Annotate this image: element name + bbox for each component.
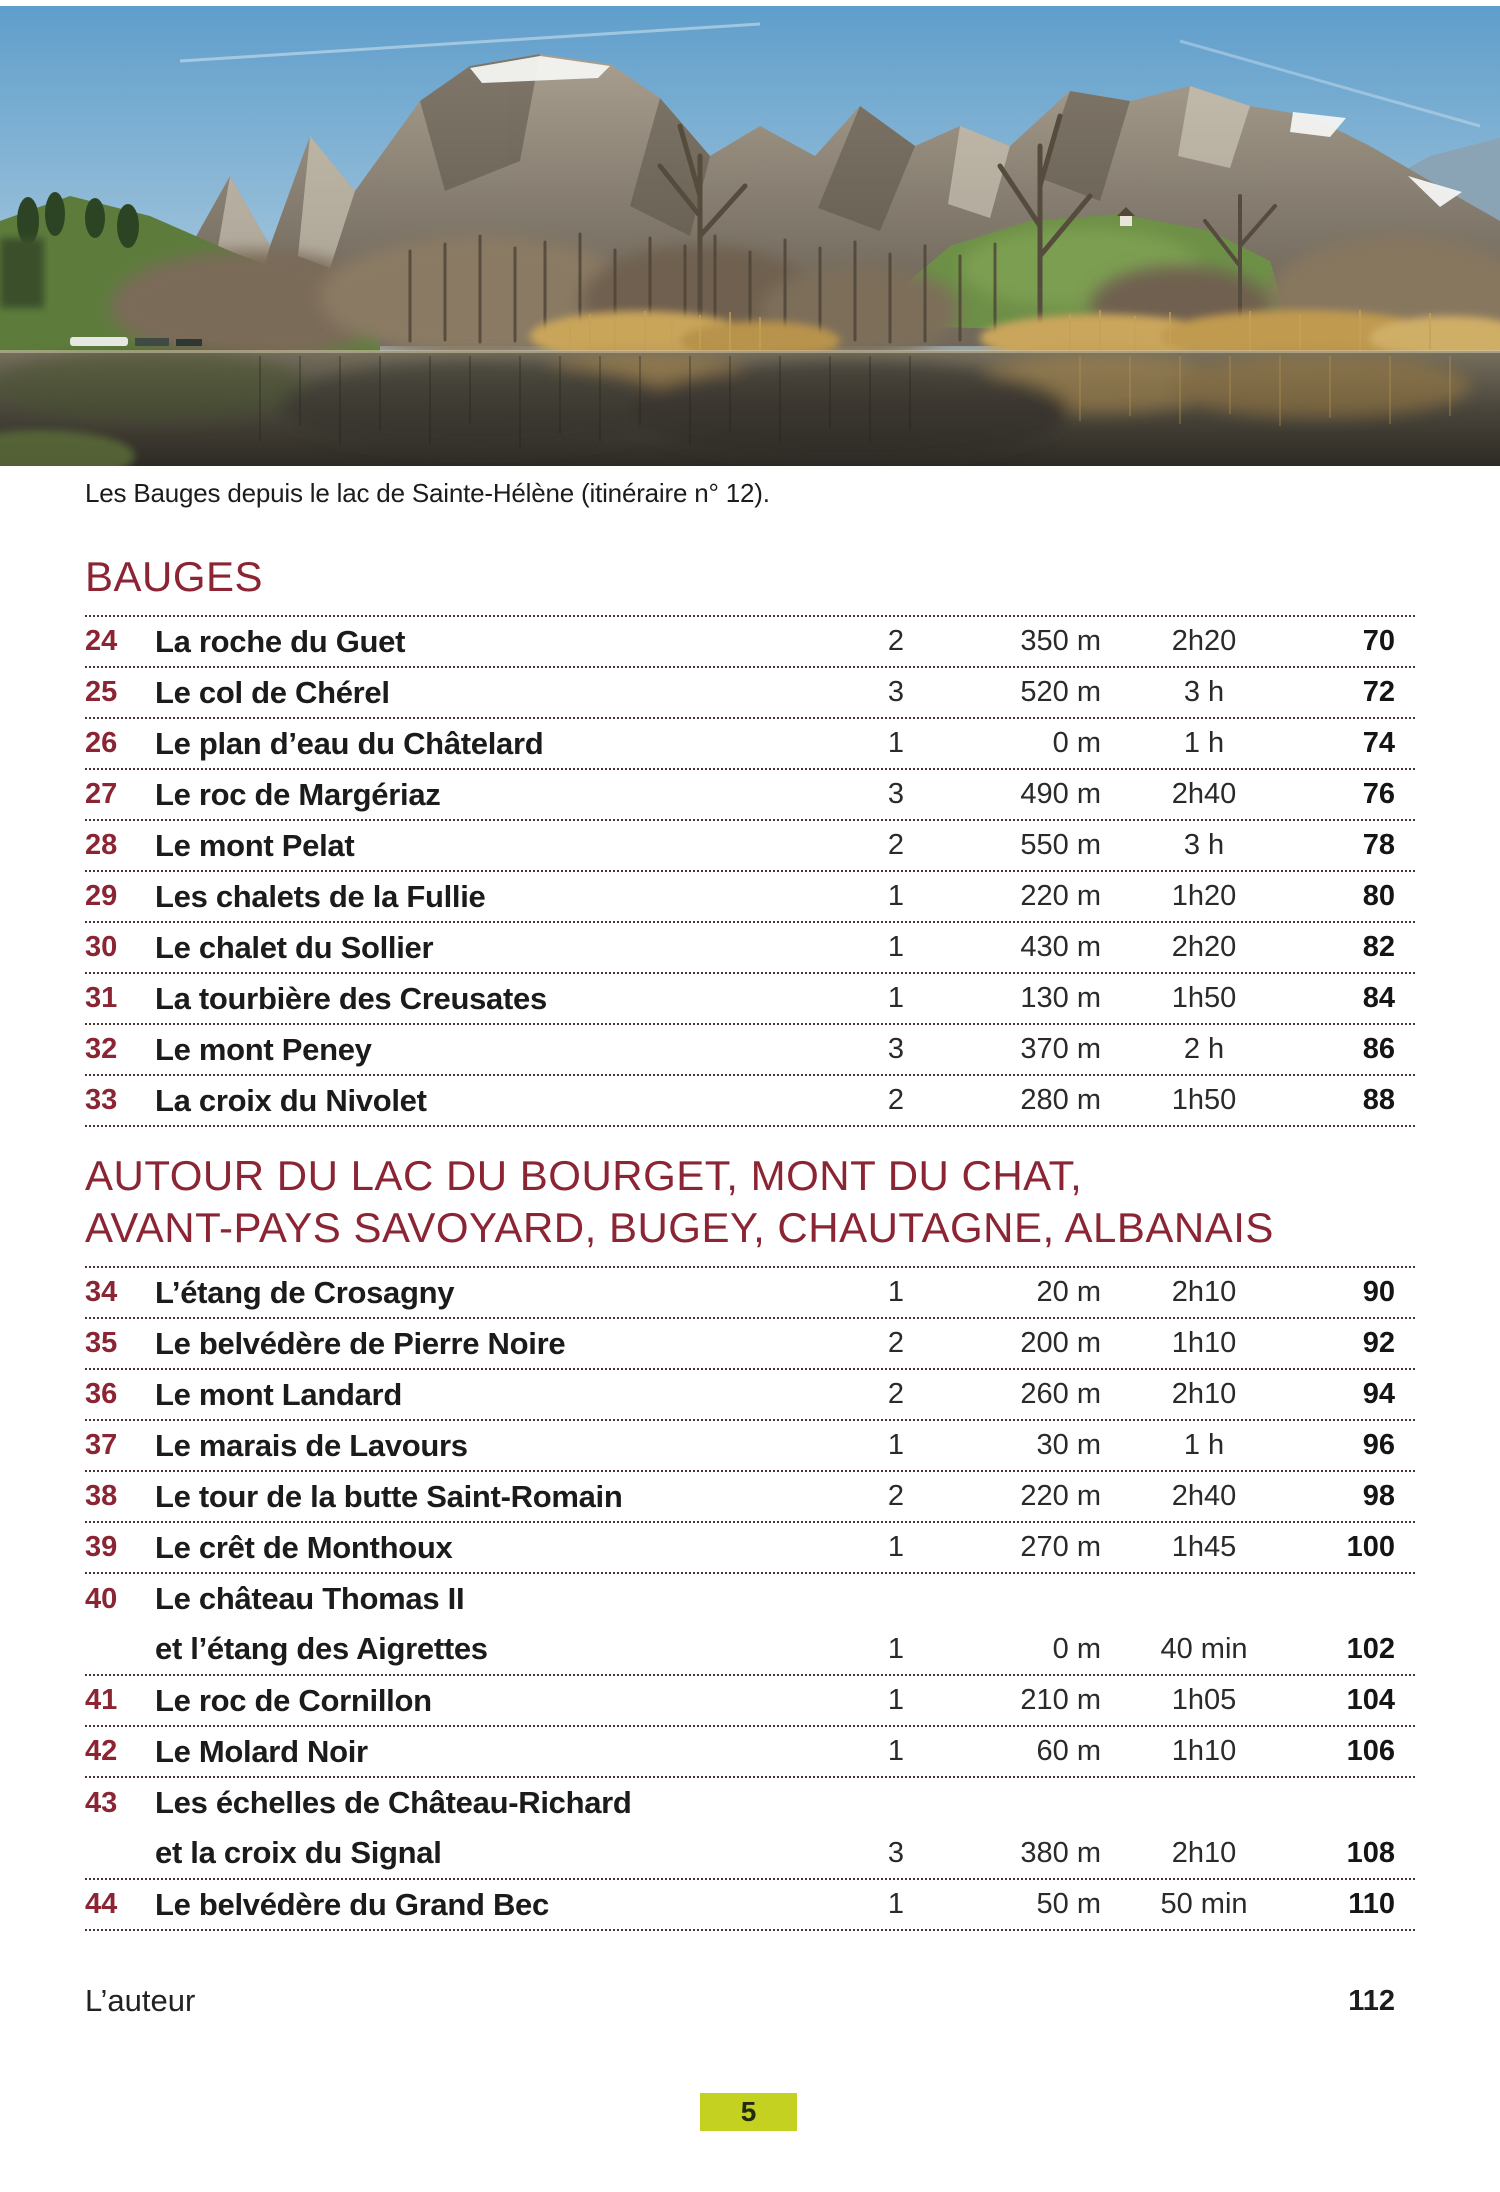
route-number: 29 bbox=[85, 880, 118, 912]
route-page: 86 bbox=[1362, 1033, 1395, 1065]
toc-row bbox=[85, 770, 1415, 821]
route-difficulty: 1 bbox=[887, 1632, 905, 1665]
route-difficulty: 1 bbox=[887, 1429, 905, 1461]
route-title: Le chalet du Sollier bbox=[155, 929, 434, 965]
route-number: 27 bbox=[85, 778, 118, 810]
toc-row bbox=[85, 1370, 1415, 1421]
route-difficulty: 2 bbox=[887, 625, 905, 657]
route-elevation: 260 m bbox=[1020, 1378, 1101, 1410]
route-difficulty: 2 bbox=[887, 829, 905, 861]
route-difficulty: 2 bbox=[887, 1378, 905, 1410]
route-title: Le mont Landard bbox=[155, 1376, 402, 1412]
route-duration: 2h40 bbox=[1171, 1480, 1237, 1512]
route-page: 104 bbox=[1346, 1684, 1395, 1716]
route-title: Le roc de Margériaz bbox=[155, 776, 441, 812]
route-number: 41 bbox=[85, 1684, 118, 1716]
route-title: Le plan d’eau du Châtelard bbox=[155, 725, 544, 761]
route-title: Le roc de Cornillon bbox=[155, 1682, 432, 1718]
route-duration: 2h10 bbox=[1171, 1378, 1237, 1410]
route-duration: 2h10 bbox=[1171, 1276, 1237, 1308]
route-duration: 1h20 bbox=[1171, 880, 1237, 912]
route-elevation: 30 m bbox=[1036, 1429, 1101, 1461]
toc-row bbox=[85, 1880, 1415, 1931]
toc-row bbox=[85, 1676, 1415, 1727]
toc-row bbox=[85, 1268, 1415, 1319]
small-house bbox=[1120, 216, 1132, 226]
route-page: 92 bbox=[1362, 1327, 1395, 1359]
route-page: 80 bbox=[1362, 880, 1395, 912]
table-of-contents bbox=[85, 551, 1415, 2033]
route-number: 31 bbox=[85, 982, 118, 1014]
route-difficulty: 3 bbox=[887, 1033, 905, 1065]
route-elevation: 20 m bbox=[1036, 1276, 1101, 1308]
route-elevation: 550 m bbox=[1020, 829, 1101, 861]
toc-row bbox=[85, 1319, 1415, 1370]
route-number: 24 bbox=[85, 625, 118, 657]
toc-row bbox=[85, 821, 1415, 872]
route-title: La tourbière des Creusates bbox=[155, 980, 547, 1016]
route-page: 110 bbox=[1348, 1888, 1395, 1920]
route-duration: 3 h bbox=[1183, 676, 1225, 708]
route-elevation: 520 m bbox=[1020, 676, 1101, 708]
toc-row bbox=[85, 719, 1415, 770]
route-duration: 1h50 bbox=[1171, 1084, 1237, 1116]
route-difficulty: 1 bbox=[887, 1276, 905, 1308]
route-duration: 1h45 bbox=[1171, 1531, 1237, 1563]
route-number: 37 bbox=[85, 1429, 118, 1461]
toc-row bbox=[85, 1076, 1415, 1127]
route-difficulty: 2 bbox=[887, 1084, 905, 1116]
route-number: 26 bbox=[85, 727, 118, 759]
route-number: 38 bbox=[85, 1480, 118, 1512]
route-elevation: 490 m bbox=[1020, 778, 1101, 810]
route-difficulty: 1 bbox=[887, 727, 905, 759]
route-elevation: 280 m bbox=[1020, 1084, 1101, 1116]
toc-row-two-line bbox=[85, 1574, 1415, 1676]
route-title: Le tour de la butte Saint-Romain bbox=[155, 1478, 623, 1514]
route-difficulty: 2 bbox=[887, 1327, 905, 1359]
route-title: La croix du Nivolet bbox=[155, 1082, 427, 1118]
toc-row bbox=[85, 668, 1415, 719]
route-number: 43 bbox=[85, 1786, 118, 1819]
route-page: 94 bbox=[1362, 1378, 1395, 1410]
route-title: Le mont Pelat bbox=[155, 827, 355, 863]
route-page: 76 bbox=[1362, 778, 1395, 810]
toc-row bbox=[85, 974, 1415, 1025]
toc-row bbox=[85, 1472, 1415, 1523]
route-number: 35 bbox=[85, 1327, 118, 1359]
route-difficulty: 1 bbox=[887, 1531, 905, 1563]
route-title: Le crêt de Monthoux bbox=[155, 1529, 453, 1565]
toc-row bbox=[85, 617, 1415, 668]
route-elevation: 220 m bbox=[1020, 1480, 1101, 1512]
route-number: 32 bbox=[85, 1033, 118, 1065]
route-title-line2: et la croix du Signal bbox=[155, 1835, 442, 1870]
route-number: 40 bbox=[85, 1582, 118, 1615]
route-duration: 1h05 bbox=[1171, 1684, 1237, 1716]
route-title: L’étang de Crosagny bbox=[155, 1274, 455, 1310]
route-difficulty: 1 bbox=[887, 931, 905, 963]
toc-row bbox=[85, 872, 1415, 923]
route-title: Le château Thomas II bbox=[155, 1581, 465, 1616]
route-elevation: 60 m bbox=[1036, 1735, 1101, 1767]
route-number: 28 bbox=[85, 829, 118, 861]
route-number: 39 bbox=[85, 1531, 118, 1563]
route-elevation: 430 m bbox=[1020, 931, 1101, 963]
route-page: 98 bbox=[1362, 1480, 1395, 1512]
route-duration: 1h10 bbox=[1171, 1735, 1237, 1767]
route-number: 25 bbox=[85, 676, 118, 708]
route-page: 70 bbox=[1362, 625, 1395, 657]
route-title: Les échelles de Château-Richard bbox=[155, 1785, 632, 1820]
route-elevation: 370 m bbox=[1020, 1033, 1101, 1065]
route-elevation: 50 m bbox=[1036, 1888, 1101, 1920]
route-difficulty: 3 bbox=[887, 676, 905, 708]
route-duration: 50 min bbox=[1160, 1888, 1248, 1920]
route-title: Le mont Peney bbox=[155, 1031, 372, 1067]
section-title-line: AUTOUR DU LAC DU BOURGET, MONT DU CHAT, bbox=[85, 1152, 1083, 1199]
photo-caption: Les Bauges depuis le lac de Sainte-Hélène (itinéraire n° 12). bbox=[85, 478, 770, 508]
route-page: 108 bbox=[1346, 1836, 1395, 1869]
cover-photo bbox=[0, 6, 1500, 466]
page-number-badge: 5 bbox=[700, 2093, 797, 2131]
route-page: 90 bbox=[1362, 1276, 1395, 1308]
route-duration: 1h50 bbox=[1171, 982, 1237, 1014]
toc-row bbox=[85, 1025, 1415, 1076]
route-title: Le belvédère du Grand Bec bbox=[155, 1886, 549, 1922]
route-duration: 3 h bbox=[1183, 829, 1225, 861]
route-page: 96 bbox=[1362, 1429, 1395, 1461]
route-duration: 2h20 bbox=[1171, 931, 1237, 963]
route-number: 36 bbox=[85, 1378, 118, 1410]
route-number: 42 bbox=[85, 1735, 118, 1767]
route-elevation: 350 m bbox=[1020, 625, 1101, 657]
route-elevation: 130 m bbox=[1020, 982, 1101, 1014]
route-number: 30 bbox=[85, 931, 118, 963]
toc-row-two-line bbox=[85, 1778, 1415, 1880]
route-title: Les chalets de la Fullie bbox=[155, 878, 486, 914]
route-title: Le Molard Noir bbox=[155, 1733, 368, 1769]
route-duration: 2h20 bbox=[1171, 625, 1237, 657]
route-page: 102 bbox=[1346, 1632, 1395, 1665]
route-duration: 1h10 bbox=[1171, 1327, 1237, 1359]
route-elevation: 220 m bbox=[1020, 880, 1101, 912]
section-title-bauges: BAUGES bbox=[85, 551, 1415, 617]
route-elevation: 0 m bbox=[1052, 727, 1101, 759]
route-duration: 2 h bbox=[1183, 1033, 1225, 1065]
route-page: 106 bbox=[1346, 1735, 1395, 1767]
author-page: 112 bbox=[1348, 1984, 1395, 2017]
route-difficulty: 3 bbox=[887, 778, 905, 810]
route-duration: 2h40 bbox=[1171, 778, 1237, 810]
route-number: 34 bbox=[85, 1276, 118, 1308]
route-difficulty: 1 bbox=[887, 1684, 905, 1716]
route-elevation: 0 m bbox=[1052, 1632, 1101, 1665]
route-page: 100 bbox=[1346, 1531, 1395, 1563]
route-page: 72 bbox=[1362, 676, 1395, 708]
toc-row bbox=[85, 1523, 1415, 1574]
route-elevation: 210 m bbox=[1020, 1684, 1101, 1716]
route-elevation: 270 m bbox=[1020, 1531, 1101, 1563]
route-number: 33 bbox=[85, 1084, 118, 1116]
section-title-line: AVANT-PAYS SAVOYARD, BUGEY, CHAUTAGNE, ALBANAIS bbox=[85, 1204, 1274, 1251]
route-title-line2: et l’étang des Aigrettes bbox=[155, 1631, 488, 1666]
route-duration: 40 min bbox=[1160, 1632, 1248, 1665]
route-duration: 1 h bbox=[1183, 1429, 1225, 1461]
route-difficulty: 2 bbox=[887, 1480, 905, 1512]
author-entry bbox=[85, 1969, 1415, 2033]
route-title: Le belvédère de Pierre Noire bbox=[155, 1325, 566, 1361]
route-difficulty: 1 bbox=[887, 982, 905, 1014]
route-number: 44 bbox=[85, 1888, 118, 1920]
route-title: Le marais de Lavours bbox=[155, 1427, 468, 1463]
route-difficulty: 3 bbox=[887, 1836, 905, 1869]
route-elevation: 380 m bbox=[1020, 1836, 1101, 1869]
toc-row bbox=[85, 923, 1415, 974]
route-page: 88 bbox=[1362, 1084, 1395, 1116]
route-title: La roche du Guet bbox=[155, 623, 406, 659]
route-elevation: 200 m bbox=[1020, 1327, 1101, 1359]
toc-row bbox=[85, 1727, 1415, 1778]
route-duration: 2h10 bbox=[1171, 1836, 1237, 1869]
route-difficulty: 1 bbox=[887, 1735, 905, 1767]
route-page: 82 bbox=[1362, 931, 1395, 963]
route-title: Le col de Chérel bbox=[155, 674, 390, 710]
author-label: L’auteur bbox=[85, 1983, 196, 2018]
toc-row bbox=[85, 1421, 1415, 1472]
section-title-lac-du-bourget bbox=[85, 1150, 1415, 1268]
route-page: 74 bbox=[1362, 727, 1395, 759]
route-page: 84 bbox=[1362, 982, 1395, 1014]
route-duration: 1 h bbox=[1183, 727, 1225, 759]
route-page: 78 bbox=[1362, 829, 1395, 861]
lake-mountain-photo bbox=[0, 6, 1500, 466]
route-difficulty: 1 bbox=[887, 1888, 905, 1920]
route-difficulty: 1 bbox=[887, 880, 905, 912]
